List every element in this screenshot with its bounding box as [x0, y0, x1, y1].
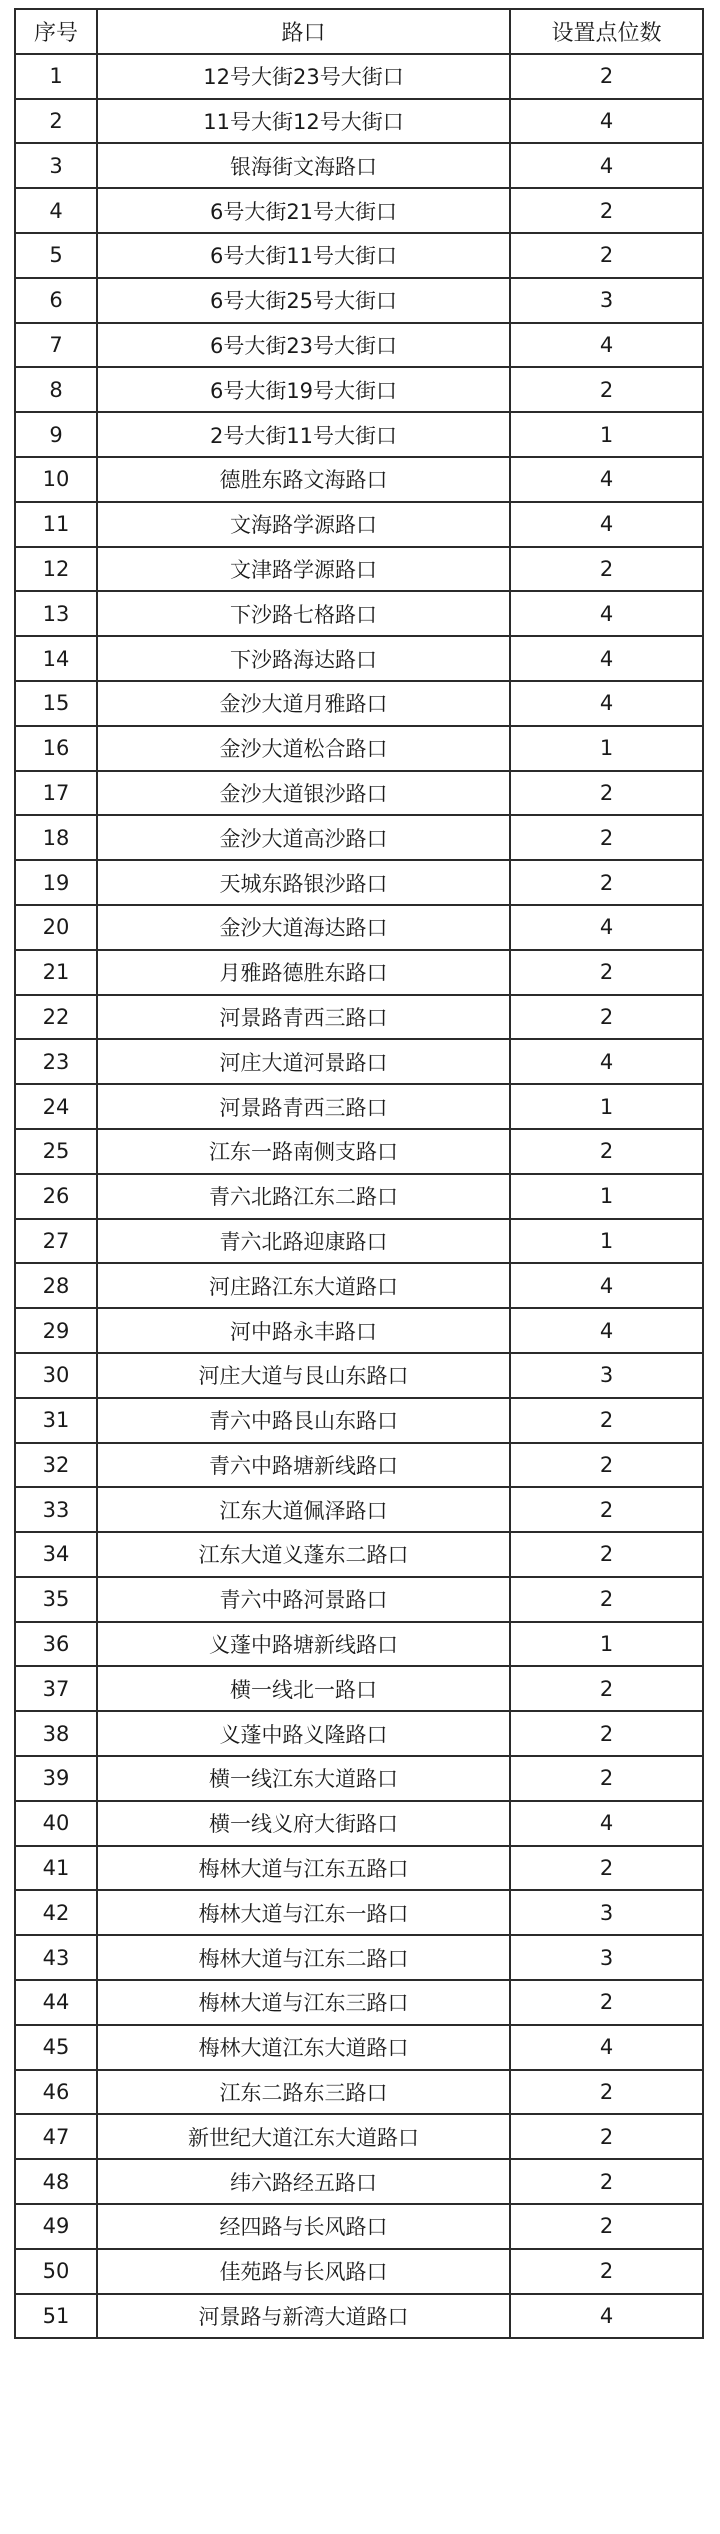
cell-intersection: 义蓬中路义隆路口 — [97, 1711, 510, 1756]
table-row — [15, 636, 703, 681]
cell-index: 8 — [15, 367, 97, 412]
cell-intersection: 经四路与长风路口 — [97, 2204, 510, 2249]
cell-index: 35 — [15, 1577, 97, 1622]
cell-index: 37 — [15, 1666, 97, 1711]
cell-intersection: 河景路与新湾大道路口 — [97, 2294, 510, 2339]
table-row — [15, 457, 703, 502]
cell-index: 2 — [15, 99, 97, 144]
cell-intersection: 河景路青西三路口 — [97, 995, 510, 1040]
cell-intersection: 义蓬中路塘新线路口 — [97, 1622, 510, 1667]
table-row — [15, 860, 703, 905]
cell-point-count: 3 — [510, 278, 703, 323]
cell-intersection: 河庄大道与艮山东路口 — [97, 1353, 510, 1398]
cell-point-count: 1 — [510, 1219, 703, 1264]
table-row — [15, 2294, 703, 2339]
table-row — [15, 950, 703, 995]
cell-point-count: 4 — [510, 323, 703, 368]
cell-intersection: 梅林大道与江东三路口 — [97, 1980, 510, 2025]
cell-index: 51 — [15, 2294, 97, 2339]
cell-point-count: 4 — [510, 2025, 703, 2070]
table-row — [15, 681, 703, 726]
table-row — [15, 1129, 703, 1174]
cell-index: 9 — [15, 412, 97, 457]
table-row — [15, 1756, 703, 1801]
table-row — [15, 1219, 703, 1264]
table-row — [15, 726, 703, 771]
table-row — [15, 1622, 703, 1667]
cell-point-count: 2 — [510, 2204, 703, 2249]
cell-index: 14 — [15, 636, 97, 681]
cell-index: 21 — [15, 950, 97, 995]
table-row — [15, 1487, 703, 1532]
cell-index: 12 — [15, 547, 97, 592]
cell-point-count: 4 — [510, 1039, 703, 1084]
table-row — [15, 1308, 703, 1353]
cell-point-count: 2 — [510, 1129, 703, 1174]
cell-index: 38 — [15, 1711, 97, 1756]
cell-intersection: 横一线义府大街路口 — [97, 1801, 510, 1846]
table-row — [15, 1801, 703, 1846]
cell-intersection: 文海路学源路口 — [97, 502, 510, 547]
cell-point-count: 2 — [510, 1532, 703, 1577]
cell-point-count: 4 — [510, 1263, 703, 1308]
table-row — [15, 323, 703, 368]
table-row — [15, 1532, 703, 1577]
table-row — [15, 815, 703, 860]
cell-index: 4 — [15, 188, 97, 233]
cell-point-count: 1 — [510, 1084, 703, 1129]
cell-point-count: 2 — [510, 1756, 703, 1801]
cell-intersection: 月雅路德胜东路口 — [97, 950, 510, 995]
cell-intersection: 文津路学源路口 — [97, 547, 510, 592]
cell-index: 7 — [15, 323, 97, 368]
cell-index: 3 — [15, 143, 97, 188]
cell-point-count: 3 — [510, 1935, 703, 1980]
cell-index: 49 — [15, 2204, 97, 2249]
cell-point-count: 4 — [510, 591, 703, 636]
cell-point-count: 1 — [510, 412, 703, 457]
table-row — [15, 2204, 703, 2249]
table-row — [15, 2070, 703, 2115]
cell-intersection: 河庄大道河景路口 — [97, 1039, 510, 1084]
cell-point-count: 3 — [510, 1890, 703, 1935]
cell-point-count: 2 — [510, 1443, 703, 1488]
cell-point-count: 2 — [510, 547, 703, 592]
table-row — [15, 54, 703, 99]
cell-intersection: 江东二路东三路口 — [97, 2070, 510, 2115]
cell-index: 31 — [15, 1398, 97, 1443]
cell-point-count: 4 — [510, 457, 703, 502]
cell-index: 30 — [15, 1353, 97, 1398]
cell-intersection: 新世纪大道江东大道路口 — [97, 2114, 510, 2159]
cell-index: 50 — [15, 2249, 97, 2294]
table-row — [15, 1084, 703, 1129]
table-row — [15, 278, 703, 323]
cell-intersection: 梅林大道与江东五路口 — [97, 1846, 510, 1891]
cell-intersection: 下沙路七格路口 — [97, 591, 510, 636]
cell-point-count: 2 — [510, 2070, 703, 2115]
table-header-row — [15, 9, 703, 54]
cell-index: 10 — [15, 457, 97, 502]
table-row — [15, 99, 703, 144]
cell-point-count: 2 — [510, 1398, 703, 1443]
table-row — [15, 1666, 703, 1711]
cell-index: 36 — [15, 1622, 97, 1667]
intersection-table — [14, 8, 704, 2339]
table-row — [15, 412, 703, 457]
cell-index: 28 — [15, 1263, 97, 1308]
table-body — [15, 54, 703, 2339]
cell-point-count: 4 — [510, 99, 703, 144]
cell-intersection: 河景路青西三路口 — [97, 1084, 510, 1129]
cell-point-count: 2 — [510, 995, 703, 1040]
cell-intersection: 德胜东路文海路口 — [97, 457, 510, 502]
table-row — [15, 591, 703, 636]
cell-index: 32 — [15, 1443, 97, 1488]
cell-point-count: 2 — [510, 2114, 703, 2159]
cell-intersection: 青六中路河景路口 — [97, 1577, 510, 1622]
cell-index: 19 — [15, 860, 97, 905]
table-row — [15, 771, 703, 816]
table-row — [15, 1980, 703, 2025]
table-row — [15, 188, 703, 233]
cell-intersection: 6号大街11号大街口 — [97, 233, 510, 278]
cell-index: 33 — [15, 1487, 97, 1532]
cell-intersection: 江东一路南侧支路口 — [97, 1129, 510, 1174]
cell-index: 25 — [15, 1129, 97, 1174]
table-row — [15, 547, 703, 592]
table-row — [15, 2159, 703, 2204]
table-row — [15, 1174, 703, 1219]
table-row — [15, 1890, 703, 1935]
cell-point-count: 4 — [510, 1308, 703, 1353]
cell-index: 43 — [15, 1935, 97, 1980]
cell-intersection: 江东大道义蓬东二路口 — [97, 1532, 510, 1577]
table-row — [15, 143, 703, 188]
table-row — [15, 905, 703, 950]
cell-index: 45 — [15, 2025, 97, 2070]
cell-intersection: 下沙路海达路口 — [97, 636, 510, 681]
cell-intersection: 纬六路经五路口 — [97, 2159, 510, 2204]
cell-intersection: 金沙大道海达路口 — [97, 905, 510, 950]
table-row — [15, 995, 703, 1040]
cell-point-count: 4 — [510, 1801, 703, 1846]
cell-point-count: 2 — [510, 815, 703, 860]
cell-intersection: 银海街文海路口 — [97, 143, 510, 188]
table-row — [15, 1039, 703, 1084]
cell-intersection: 金沙大道松合路口 — [97, 726, 510, 771]
cell-index: 17 — [15, 771, 97, 816]
cell-intersection: 横一线北一路口 — [97, 1666, 510, 1711]
cell-point-count: 2 — [510, 1577, 703, 1622]
cell-point-count: 2 — [510, 1487, 703, 1532]
cell-point-count: 4 — [510, 143, 703, 188]
cell-point-count: 2 — [510, 1846, 703, 1891]
cell-point-count: 2 — [510, 2159, 703, 2204]
table-row — [15, 1711, 703, 1756]
table-row — [15, 502, 703, 547]
cell-point-count: 4 — [510, 502, 703, 547]
table-row — [15, 1846, 703, 1891]
cell-index: 46 — [15, 2070, 97, 2115]
cell-intersection: 6号大街25号大街口 — [97, 278, 510, 323]
cell-index: 42 — [15, 1890, 97, 1935]
cell-intersection: 青六中路艮山东路口 — [97, 1398, 510, 1443]
table-row — [15, 367, 703, 412]
cell-point-count: 4 — [510, 2294, 703, 2339]
cell-index: 44 — [15, 1980, 97, 2025]
cell-point-count: 2 — [510, 860, 703, 905]
cell-intersection: 江东大道佩泽路口 — [97, 1487, 510, 1532]
cell-index: 23 — [15, 1039, 97, 1084]
header-index: 序号 — [15, 9, 97, 54]
cell-intersection: 河庄路江东大道路口 — [97, 1263, 510, 1308]
cell-point-count: 2 — [510, 1980, 703, 2025]
cell-index: 27 — [15, 1219, 97, 1264]
cell-index: 6 — [15, 278, 97, 323]
cell-index: 48 — [15, 2159, 97, 2204]
cell-intersection: 横一线江东大道路口 — [97, 1756, 510, 1801]
table-row — [15, 2249, 703, 2294]
cell-index: 24 — [15, 1084, 97, 1129]
cell-index: 22 — [15, 995, 97, 1040]
cell-intersection: 6号大街23号大街口 — [97, 323, 510, 368]
cell-intersection: 青六中路塘新线路口 — [97, 1443, 510, 1488]
cell-index: 41 — [15, 1846, 97, 1891]
cell-intersection: 青六北路迎康路口 — [97, 1219, 510, 1264]
cell-index: 1 — [15, 54, 97, 99]
cell-index: 11 — [15, 502, 97, 547]
cell-intersection: 金沙大道银沙路口 — [97, 771, 510, 816]
table-row — [15, 1577, 703, 1622]
cell-intersection: 6号大街21号大街口 — [97, 188, 510, 233]
cell-intersection: 梅林大道与江东一路口 — [97, 1890, 510, 1935]
cell-point-count: 2 — [510, 950, 703, 995]
table-row — [15, 1935, 703, 1980]
cell-index: 13 — [15, 591, 97, 636]
cell-point-count: 2 — [510, 1711, 703, 1756]
table-row — [15, 2114, 703, 2159]
cell-index: 5 — [15, 233, 97, 278]
table-row — [15, 1443, 703, 1488]
cell-intersection: 青六北路江东二路口 — [97, 1174, 510, 1219]
cell-point-count: 4 — [510, 905, 703, 950]
cell-index: 40 — [15, 1801, 97, 1846]
cell-point-count: 2 — [510, 54, 703, 99]
cell-index: 39 — [15, 1756, 97, 1801]
cell-index: 15 — [15, 681, 97, 726]
cell-point-count: 4 — [510, 636, 703, 681]
cell-intersection: 2号大街11号大街口 — [97, 412, 510, 457]
cell-index: 26 — [15, 1174, 97, 1219]
cell-intersection: 天城东路银沙路口 — [97, 860, 510, 905]
cell-index: 16 — [15, 726, 97, 771]
cell-intersection: 12号大街23号大街口 — [97, 54, 510, 99]
cell-point-count: 1 — [510, 1174, 703, 1219]
cell-intersection: 11号大街12号大街口 — [97, 99, 510, 144]
cell-point-count: 3 — [510, 1353, 703, 1398]
cell-point-count: 4 — [510, 681, 703, 726]
cell-index: 20 — [15, 905, 97, 950]
table-row — [15, 2025, 703, 2070]
cell-point-count: 2 — [510, 188, 703, 233]
cell-point-count: 1 — [510, 726, 703, 771]
cell-point-count: 2 — [510, 233, 703, 278]
cell-intersection: 6号大街19号大街口 — [97, 367, 510, 412]
cell-point-count: 2 — [510, 771, 703, 816]
cell-point-count: 2 — [510, 2249, 703, 2294]
cell-index: 29 — [15, 1308, 97, 1353]
header-point-count: 设置点位数 — [510, 9, 703, 54]
table-row — [15, 1353, 703, 1398]
cell-intersection: 金沙大道月雅路口 — [97, 681, 510, 726]
table-row — [15, 233, 703, 278]
cell-intersection: 梅林大道江东大道路口 — [97, 2025, 510, 2070]
cell-point-count: 2 — [510, 1666, 703, 1711]
header-intersection: 路口 — [97, 9, 510, 54]
cell-index: 34 — [15, 1532, 97, 1577]
cell-intersection: 金沙大道高沙路口 — [97, 815, 510, 860]
table-row — [15, 1398, 703, 1443]
intersection-table-container — [14, 8, 702, 2339]
cell-index: 18 — [15, 815, 97, 860]
cell-intersection: 佳苑路与长风路口 — [97, 2249, 510, 2294]
cell-point-count: 2 — [510, 367, 703, 412]
cell-index: 47 — [15, 2114, 97, 2159]
cell-intersection: 河中路永丰路口 — [97, 1308, 510, 1353]
cell-point-count: 1 — [510, 1622, 703, 1667]
table-row — [15, 1263, 703, 1308]
cell-intersection: 梅林大道与江东二路口 — [97, 1935, 510, 1980]
